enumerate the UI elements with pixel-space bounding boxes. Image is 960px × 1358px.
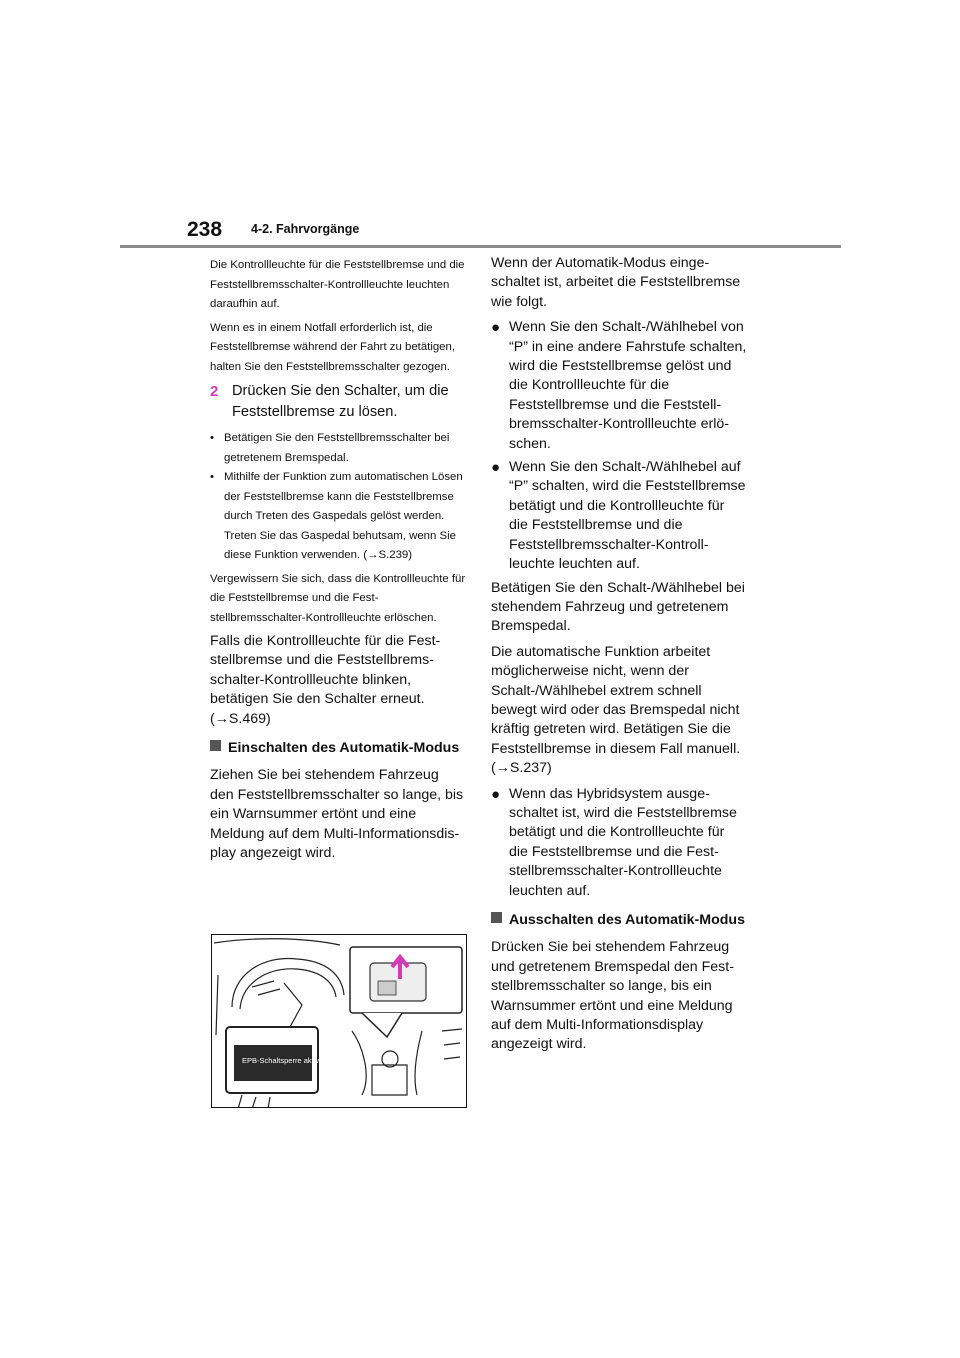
heading-text: Einschalten des Automatik-Modus: [228, 740, 460, 757]
vent-lines: [442, 1029, 462, 1059]
header-rule: [120, 245, 841, 248]
dot-icon: ●: [491, 319, 501, 337]
page-number: 238: [187, 218, 223, 241]
paragraph: Die Kontrollleuchte für die Feststellbremse und die Feststellbremsschalter-Kontrollleuchte leuchten daraufhin auf.: [210, 259, 465, 310]
dot-icon: ●: [491, 785, 501, 803]
step-number: 2: [210, 383, 219, 400]
section-heading: [491, 911, 747, 930]
gauge-lines: [252, 981, 280, 995]
bullet-text: Mithilfe der Funktion zum automatischen Lösen der Feststellbremse kann die Feststellbremse durch Treten des Gaspedals gelöst werden. Treten Sie das Gaspedal behutsam, wenn Sie diese Funktion verwenden. (→S.239): [224, 471, 463, 561]
paragraph: Die automatische Funktion arbeitet möglicherweise nicht, wenn der Schalt-/Wählhebel extrem schnell bewegt wird oder das Bremspedal nicht kräftig getreten wird. Betätigen Sie die Feststellbremse in diesem Fall manuell. (→S.237): [491, 643, 741, 777]
paragraph: Vergewissern Sie sich, dass die Kontrollleuchte für die Feststellbremse und die Feststellbremsschalter-Kontrollleuchte erlöschen.: [210, 572, 466, 624]
step-text: Drücken Sie den Schalter, um die Feststellbremse zu lösen.: [232, 383, 449, 420]
bullet-item: [210, 468, 466, 566]
center-console-left: [352, 1031, 366, 1095]
section-heading: [210, 739, 466, 758]
bullet-text: Betätigen Sie den Feststellbremsschalter bei getretenem Bremspedal.: [224, 432, 450, 464]
floor-lines: [238, 1095, 270, 1108]
paragraph: Falls die Kontrollleuchte für die Feststellbremse und die Feststellbremsschalter-Kontrollleuchte blinken, betätigen Sie den Schalter erneut. (→S.469): [210, 633, 441, 727]
bullet-icon: •: [210, 432, 214, 444]
paragraph: Betätigen Sie den Schalt-/Wählhebel bei stehendem Fahrzeug und getretenem Bremspedal.: [491, 579, 745, 635]
section-title: 4-2. Fahrvorgänge: [251, 222, 360, 236]
dot-item: [491, 785, 747, 901]
dash-top-line: [214, 939, 340, 945]
steering-spoke: [284, 983, 302, 1027]
right-column: [491, 254, 747, 1061]
paragraph: Ziehen Sie bei stehendem Fahrzeug den Feststellbremsschalter so lange, bis ein Warnsummer ertönt und eine Meldung auf dem Multi-Informationsdisplay angezeigt wird.: [210, 767, 464, 862]
bullet-item: [210, 429, 466, 468]
steering-wheel-inner: [240, 969, 336, 1009]
dot-text: Wenn Sie den Schalt-/Wählhebel auf “P” schalten, wird die Feststellbremse betätigt und die Kontrollleuchte für die Feststellbremse und die Feststellbremsschalter-Kontrollleuchte leuchten auf.: [509, 459, 746, 573]
square-bullet-icon: [210, 740, 221, 751]
dot-item: [491, 318, 747, 454]
display-message: EPB-Schaltsperre aktiviert: [242, 1056, 330, 1065]
left-column: [210, 256, 466, 869]
center-console-right: [415, 1031, 422, 1095]
paragraph: Wenn der Automatik-Modus eingeschaltet ist, arbeitet die Feststellbremse wie folgt.: [491, 255, 741, 310]
paragraph: Drücken Sie bei stehendem Fahrzeug und getretenem Bremspedal den Feststellbremsschalter so lange, bis ein Warnsummer ertönt und eine Meldung auf dem Multi-Informationsdisplay angezeigt wird.: [491, 939, 734, 1053]
a-pillar: [216, 975, 218, 1035]
dashboard-drawing: [212, 935, 467, 1108]
shift-area: [372, 1065, 407, 1095]
step-2: [210, 381, 466, 423]
square-bullet-icon: [491, 912, 502, 923]
dot-text: Wenn Sie den Schalt-/Wählhebel von “P” in eine andere Fahrstufe schalten, wird die Feststellbremse gelöst und die Kontrollleuchte für die Feststellbremse und die Feststellbremsschalter-Kontrollleuchte erlöschen.: [509, 319, 747, 452]
heading-text: Ausschalten des Automatik-Modus: [509, 912, 745, 928]
callout-pointer: [362, 1013, 402, 1037]
dot-item: [491, 458, 747, 574]
dot-text: Wenn das Hybridsystem ausgeschaltet ist, wird die Feststellbremse betätigt und die Kontrollleuchte für die Feststellbremse und die Feststellbremsschalter-Kontrollleuchte leuchten auf.: [509, 785, 737, 899]
dashboard-illustration: [211, 934, 467, 1108]
switch-indicator: [378, 981, 396, 995]
steering-wheel-rim: [232, 958, 344, 1007]
paragraph: Wenn es in einem Notfall erforderlich ist, die Feststellbremse während der Fahrt zu betätigen, halten Sie den Feststellbremsschalter gezogen.: [210, 321, 456, 373]
bullet-icon: •: [210, 471, 214, 483]
dot-icon: ●: [491, 459, 501, 477]
